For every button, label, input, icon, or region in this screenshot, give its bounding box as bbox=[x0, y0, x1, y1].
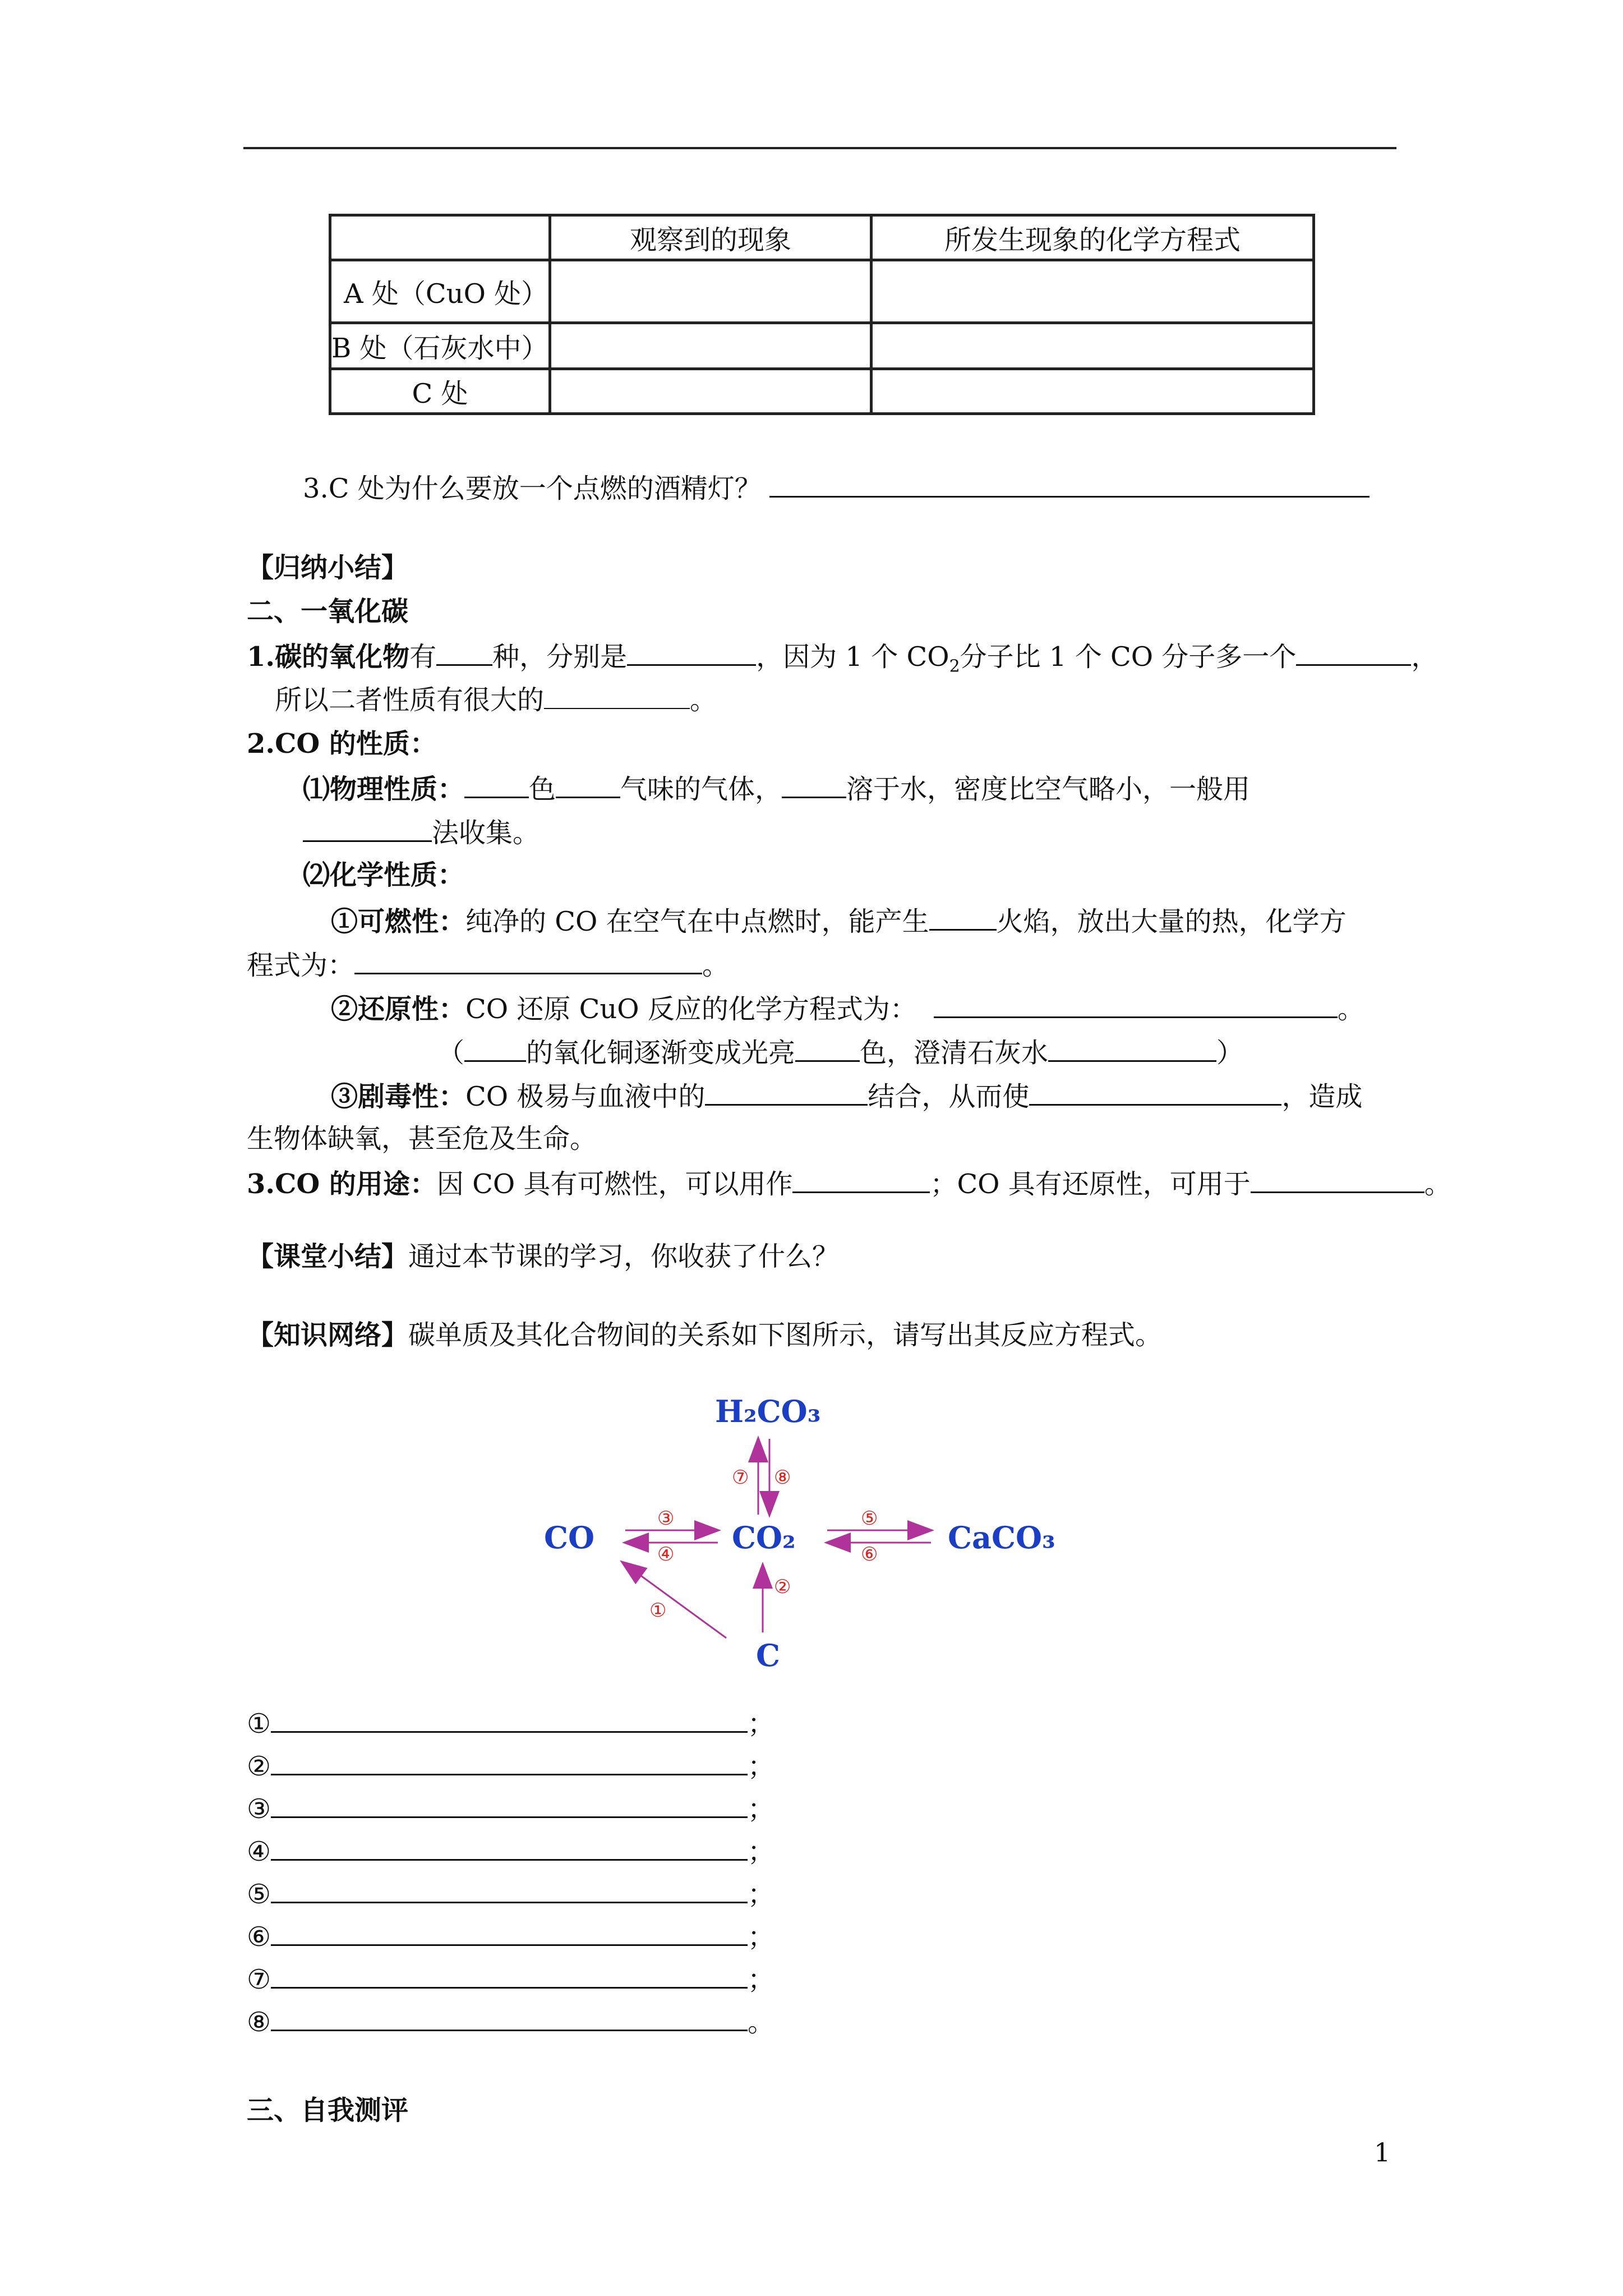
answer-end: ； bbox=[748, 1879, 775, 1910]
text: ， bbox=[1411, 641, 1438, 673]
text: 色 bbox=[529, 774, 556, 805]
answer-end: ； bbox=[748, 1793, 775, 1825]
answer-blank[interactable] bbox=[464, 771, 529, 798]
class-summary-text: 通过本节课的学习，你收获了什么？ bbox=[408, 1241, 840, 1272]
text: 。 bbox=[1424, 1168, 1451, 1200]
text: CO 还原 CuO 反应的化学方程式为： bbox=[465, 993, 917, 1025]
answer-blank[interactable] bbox=[1048, 1034, 1216, 1062]
answer-end: ； bbox=[748, 1836, 775, 1867]
summary-item-2: 2.CO 的性质： bbox=[247, 728, 437, 760]
text: 色，澄清石灰水 bbox=[860, 1037, 1049, 1069]
co-uses bbox=[247, 1166, 1451, 1201]
network-label: 【知识网络】 bbox=[247, 1319, 409, 1351]
answer-blank[interactable] bbox=[769, 470, 1370, 498]
answer-line bbox=[247, 1876, 774, 1911]
table-header-row bbox=[330, 215, 1314, 260]
answer-end: ； bbox=[748, 1964, 775, 1995]
table-cell bbox=[550, 260, 872, 323]
answer-line bbox=[247, 1748, 774, 1783]
text: ；CO 具有还原性，可用于 bbox=[930, 1168, 1251, 1200]
answer-number: ③ bbox=[247, 1793, 271, 1825]
answer-line bbox=[247, 1705, 774, 1741]
section-2-heading: 二、一氧化碳 bbox=[247, 596, 409, 627]
text: 法收集。 bbox=[432, 817, 540, 849]
answer-blank[interactable] bbox=[464, 1034, 526, 1062]
table-cell: B 处（石灰水中） bbox=[330, 323, 550, 369]
table-cell: A 处（CuO 处） bbox=[330, 260, 550, 323]
text: 的氧化铜逐渐变成光亮 bbox=[526, 1037, 796, 1069]
answer-number: ② bbox=[247, 1751, 271, 1782]
answer-blank[interactable] bbox=[627, 638, 756, 666]
text: 有 bbox=[409, 641, 437, 673]
co2-label: CO₂ bbox=[732, 1520, 796, 1556]
answer-line bbox=[247, 1961, 774, 1996]
co-label: CO bbox=[544, 1520, 595, 1556]
h2co3-label: H₂CO₃ bbox=[715, 1393, 821, 1429]
text: 所以二者性质有很大的 bbox=[275, 684, 545, 716]
carbon-relation-diagram bbox=[527, 1386, 1088, 1688]
answer-end: ； bbox=[748, 1921, 775, 1953]
text: 种，分别是 bbox=[492, 641, 628, 673]
answer-number: ⑥ bbox=[247, 1921, 271, 1953]
table-header-cell bbox=[330, 215, 550, 260]
answer-blank[interactable] bbox=[792, 1166, 930, 1193]
class-summary-label: 【课堂小结】 bbox=[247, 1241, 409, 1272]
reaction-number-1: ① bbox=[649, 1599, 667, 1622]
reaction-number-6: ⑥ bbox=[861, 1543, 878, 1566]
answer-blank[interactable] bbox=[354, 947, 702, 974]
toxicity-cont: 生物体缺氧，甚至危及生命。 bbox=[247, 1123, 597, 1154]
answer-number: ⑦ bbox=[247, 1964, 271, 1995]
table-row bbox=[330, 323, 1314, 369]
chemical-properties-label: ⑵化学性质： bbox=[303, 859, 465, 891]
answer-blank[interactable] bbox=[436, 638, 492, 666]
text: CO 极易与血液中的 bbox=[465, 1081, 706, 1112]
table-cell: C 处 bbox=[330, 369, 550, 414]
reaction-number-5: ⑤ bbox=[861, 1507, 878, 1530]
reaction-number-8: ⑧ bbox=[774, 1466, 791, 1489]
answer-blank[interactable] bbox=[271, 1961, 748, 1989]
answer-blank[interactable] bbox=[271, 1918, 748, 1946]
reaction-number-2: ② bbox=[774, 1576, 791, 1598]
physical-properties-cont bbox=[303, 815, 540, 850]
phys-label: ⑴物理性质： bbox=[303, 774, 465, 805]
answer-blank[interactable] bbox=[782, 771, 846, 798]
answer-blank[interactable] bbox=[303, 815, 432, 842]
text: 。 bbox=[702, 950, 730, 981]
question-3-text: 3.C 处为什么要放一个点燃的酒精灯？ bbox=[303, 473, 762, 504]
question-3 bbox=[303, 470, 1370, 505]
text: 因 CO 具有可燃性，可以用作 bbox=[436, 1168, 793, 1200]
answer-line bbox=[247, 1833, 774, 1869]
answer-blank[interactable] bbox=[544, 682, 690, 709]
text: （ bbox=[437, 1037, 465, 1069]
summary-heading: 【归纳小结】 bbox=[247, 552, 409, 583]
text: 结合，从而使 bbox=[868, 1081, 1030, 1112]
toxicity bbox=[331, 1078, 1362, 1114]
class-summary bbox=[247, 1240, 839, 1273]
page-number: 1 bbox=[1374, 2137, 1391, 2168]
table-header-cell: 观察到的现象 bbox=[550, 215, 872, 260]
answer-blank[interactable] bbox=[795, 1034, 860, 1062]
answer-blank[interactable] bbox=[705, 1078, 868, 1106]
header-rule bbox=[243, 147, 1396, 149]
red-label: ②还原性： bbox=[331, 993, 466, 1025]
reducibility bbox=[331, 991, 1364, 1026]
table-row bbox=[330, 369, 1314, 414]
c-label: C bbox=[756, 1637, 780, 1673]
answer-blank[interactable] bbox=[929, 903, 997, 931]
caco3-label: CaCO₃ bbox=[948, 1520, 1055, 1556]
answer-number: ④ bbox=[247, 1836, 271, 1867]
observation-table bbox=[329, 214, 1315, 415]
answer-blank[interactable] bbox=[271, 1833, 748, 1861]
text: 程式为： bbox=[247, 950, 355, 981]
tox-label: ③剧毒性： bbox=[331, 1081, 466, 1112]
reaction-number-7: ⑦ bbox=[732, 1466, 749, 1489]
text: 。 bbox=[1337, 993, 1364, 1025]
answer-blank[interactable] bbox=[271, 1791, 748, 1818]
answer-blank[interactable] bbox=[1251, 1166, 1424, 1193]
table-cell bbox=[872, 260, 1314, 323]
table-row bbox=[330, 260, 1314, 323]
answer-blank[interactable] bbox=[271, 1705, 748, 1733]
reaction-number-4: ④ bbox=[657, 1543, 675, 1566]
reducibility-cont bbox=[437, 1034, 1243, 1070]
text: ，造成 bbox=[1281, 1081, 1363, 1112]
table-cell bbox=[550, 323, 872, 369]
subscript: 2 bbox=[949, 656, 960, 677]
text: 溶于水，密度比空气略小，一般用 bbox=[846, 774, 1251, 805]
answer-number: ① bbox=[247, 1708, 271, 1740]
table-cell bbox=[872, 323, 1314, 369]
table-header-cell: 所发生现象的化学方程式 bbox=[872, 215, 1314, 260]
summary-item-1-cont bbox=[275, 682, 717, 717]
answer-end: ； bbox=[748, 1751, 775, 1782]
network-text: 碳单质及其化合物间的关系如下图所示，请写出其反应方程式。 bbox=[408, 1319, 1163, 1351]
combustibility-cont bbox=[247, 947, 729, 982]
answer-number: ⑤ bbox=[247, 1879, 271, 1910]
answer-blank[interactable] bbox=[934, 991, 1338, 1018]
item-1-label: 1.碳的氧化物 bbox=[247, 641, 410, 673]
physical-properties bbox=[303, 771, 1250, 806]
reaction-number-3: ③ bbox=[657, 1507, 675, 1530]
answer-number: ⑧ bbox=[247, 2007, 271, 2038]
table-cell bbox=[872, 369, 1314, 414]
answer-end: 。 bbox=[748, 2007, 775, 2038]
use-label: 3.CO 的用途： bbox=[247, 1168, 437, 1200]
combustibility bbox=[331, 903, 1347, 938]
text: 火焰，放出大量的热，化学方 bbox=[996, 906, 1347, 937]
answer-blank[interactable] bbox=[1296, 638, 1411, 666]
answer-line bbox=[247, 1791, 774, 1826]
text: 纯净的 CO 在空气在中点燃时，能产生 bbox=[465, 906, 929, 937]
answer-end: ； bbox=[748, 1708, 775, 1740]
answer-line bbox=[247, 2004, 774, 2039]
answer-blank[interactable] bbox=[271, 1876, 748, 1903]
knowledge-network bbox=[247, 1318, 1162, 1352]
text: 分子比 1 个 CO 分子多一个 bbox=[960, 641, 1297, 673]
answer-blank[interactable] bbox=[556, 771, 620, 798]
text: 气味的气体， bbox=[620, 774, 782, 805]
answer-blank[interactable] bbox=[271, 1748, 748, 1775]
text: ，因为 1 个 CO bbox=[756, 641, 949, 673]
text: 。 bbox=[690, 684, 717, 716]
summary-item-1 bbox=[247, 638, 1438, 684]
answer-blank[interactable] bbox=[1029, 1078, 1281, 1106]
answer-line bbox=[247, 1918, 774, 1954]
text: ） bbox=[1216, 1037, 1244, 1069]
section-3-heading: 三、自我测评 bbox=[247, 2095, 409, 2126]
table-cell bbox=[550, 369, 872, 414]
arrow-1 bbox=[623, 1562, 726, 1638]
comb-label: ①可燃性： bbox=[331, 906, 466, 937]
answer-blank[interactable] bbox=[271, 2004, 748, 2031]
